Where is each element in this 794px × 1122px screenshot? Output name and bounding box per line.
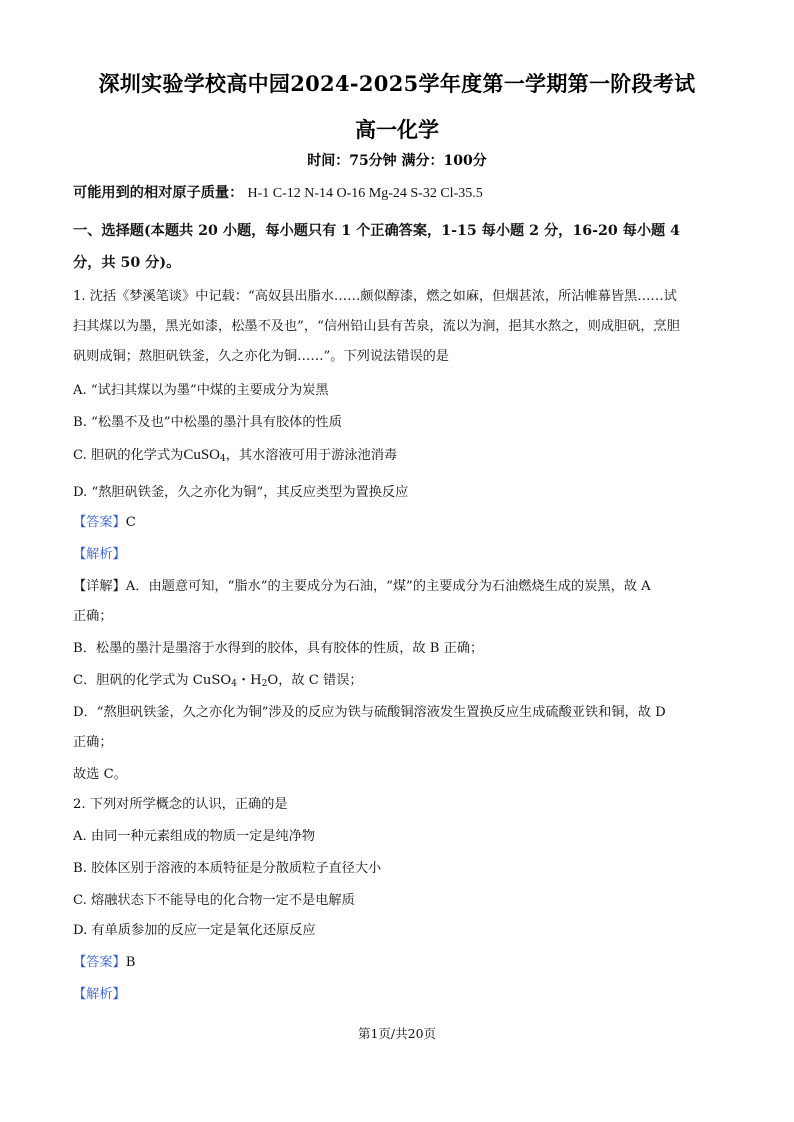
q1-detail-c-sub1: 4	[231, 679, 237, 689]
q2-option-a: A. 由同一种元素组成的物质一定是纯净物	[73, 829, 316, 844]
q1-option-c-formula: CuSO	[183, 447, 221, 463]
q2-option-c: C. 熔融状态下不能导电的化合物一定不是电解质	[73, 893, 355, 908]
q1-detail-c-pre: C．胆矾的化学式为 CuSO	[73, 673, 232, 688]
q2-answer	[73, 954, 723, 972]
subject-title: 高一化学	[355, 117, 439, 142]
q1-answer	[73, 514, 723, 532]
q2-stem: 2. 下列对所学概念的认识，正确的是	[73, 797, 288, 812]
atomic-masses-label: 可能用到的相对原子质量：	[73, 185, 244, 201]
q1-detail-d: D．“熬胆矾铁釜，久之亦化为铜”涉及的反应为铁与硫酸铜溶液发生置换反应生成硫酸亚铁和铜，故 D	[73, 705, 666, 720]
q1-stem-line2: 扫其煤以为墨，黑光如漆，松墨不及也”，“信州铅山县有苦泉，流以为涧，挹其水熬之，则成胆矾，烹胆	[73, 319, 680, 334]
answer-label: 【答案】	[73, 955, 126, 970]
q1-option-b: B. “松墨不及也”中松墨的墨汁具有胶体的性质	[73, 415, 342, 430]
q2-option-b: B. 胶体区别于溶液的本质特征是分散质粒子直径大小	[73, 861, 382, 876]
q1-option-d: D. “熬胆矾铁釜，久之亦化为铜”，其反应类型为置换反应	[73, 485, 409, 500]
atomic-masses-values: H-1 C-12 N-14 O-16 Mg-24 S-32 Cl-35.5	[247, 186, 483, 201]
time-score: 时间：75分钟 满分：100分	[307, 153, 487, 169]
q1-option-c-post: ，其水溶液可用于游泳池消毒	[225, 448, 398, 463]
q1-detail-c	[73, 672, 723, 690]
exam-title: 深圳实验学校高中园2024-2025学年度第一学期第一阶段考试	[98, 71, 696, 96]
q2-analysis-label: 【解析】	[73, 987, 126, 1002]
q1-detail-b: B．松墨的墨汁是墨溶于水得到的胶体，具有胶体的性质，故 B 正确；	[73, 641, 484, 656]
q1-analysis-label: 【解析】	[73, 547, 126, 562]
q1-option-c-pre: C. 胆矾的化学式为	[73, 448, 184, 463]
q1-detail-c-post: O，故 C 错误；	[267, 673, 363, 688]
q1-detail-line1b: 正确；	[73, 609, 113, 624]
atomic-masses	[73, 184, 723, 203]
section-heading-line1: 一、选择题(本题共 20 小题，每小题只有 1 个正确答案，1-15 每小题 2 分，16-20 每小题 4	[73, 223, 681, 239]
q1-detail-line1	[73, 578, 723, 596]
detail-label: 【详解】	[73, 579, 126, 594]
q1-option-c	[73, 446, 723, 465]
q2-answer-value: B	[125, 955, 136, 970]
q1-detail-d2: 正确；	[73, 735, 113, 750]
q1-option-c-subscript: 4	[220, 454, 226, 464]
q1-detail-a: A．由题意可知，“脂水”的主要成分为石油，“煤”的主要成分为石油燃烧生成的炭黑，故 A	[125, 579, 651, 594]
answer-label: 【答案】	[73, 515, 126, 530]
q1-conclusion: 故选 C。	[73, 767, 127, 782]
q1-answer-value: C	[125, 515, 136, 530]
q1-detail-c-sub2: 2	[261, 679, 268, 689]
section-heading-line2: 分，共 50 分)。	[73, 255, 181, 271]
q1-option-a: A. “试扫其煤以为墨”中煤的主要成分为炭黑	[73, 383, 329, 398]
q1-stem-line1: 1. 沈括《梦溪笔谈》中记载：“高奴县出脂水……颇似醇漆，燃之如麻，但烟甚浓，所沾帷幕皆黑……试	[73, 289, 677, 304]
q1-detail-c-mid: ・H	[236, 673, 262, 688]
q2-option-d: D. 有单质参加的反应一定是氧化还原反应	[73, 923, 316, 938]
page-number: 第1页/共20页	[357, 1026, 437, 1041]
q1-stem-line3: 矾则成铜；熬胆矾铁釜，久之亦化为铜……”。下列说法错误的是	[73, 349, 449, 364]
